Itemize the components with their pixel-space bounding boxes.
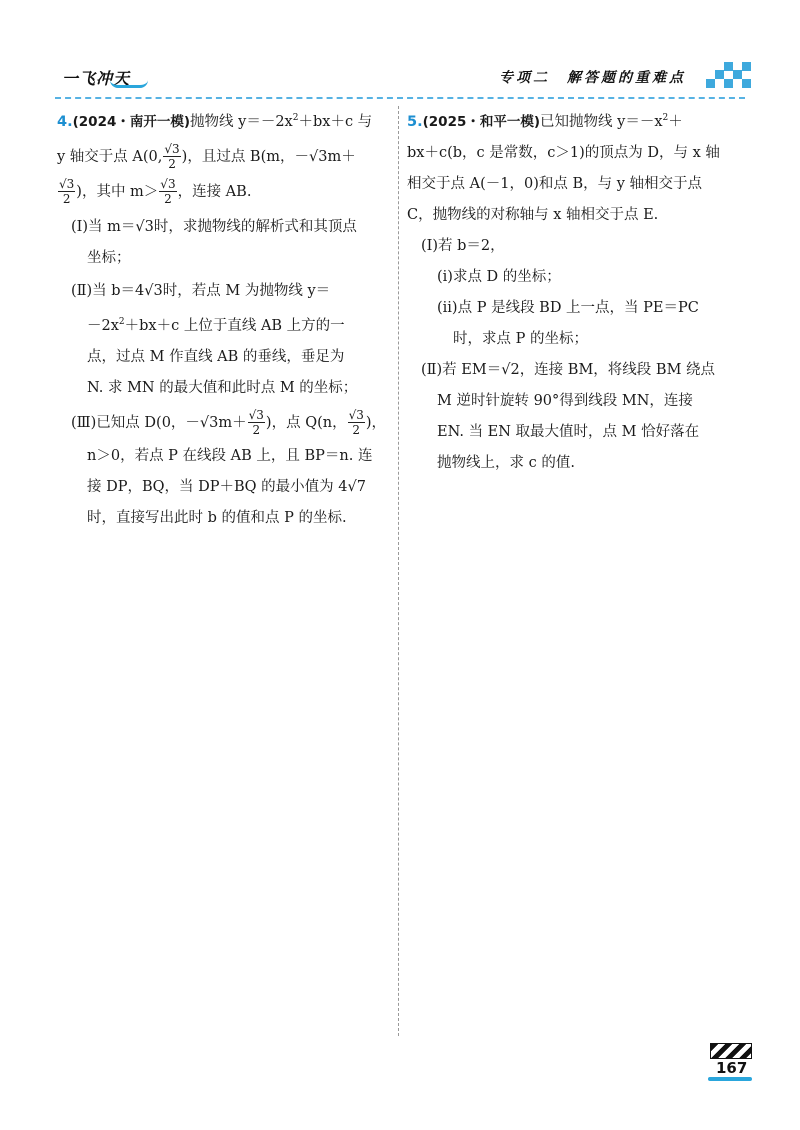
fraction-sqrt3-over-2 xyxy=(58,177,75,206)
question-4 xyxy=(57,103,392,534)
fraction-sqrt3-over-2 xyxy=(163,142,180,171)
sqrt-term: √2 xyxy=(501,361,520,378)
part-2-text: M 逆时针旋转 90°得到线段 MN，连接 xyxy=(437,392,693,409)
sqrt-term: √3 xyxy=(199,414,219,431)
part-2-text: N. 求 MN 的最大值和此时点 M 的坐标； xyxy=(87,379,358,396)
part-3-text: 时，直接写出此时 b 的值和点 P 的坐标. xyxy=(87,509,347,526)
question-number: 5. xyxy=(407,113,423,130)
exponent: 2 xyxy=(662,113,669,123)
part-1-text: 坐标； xyxy=(87,249,131,266)
part-2-text: 抛物线上，求 c 的值. xyxy=(437,454,575,471)
part-2-text: ，连接 BM，将线段 BM 绕点 xyxy=(519,361,716,378)
part-2-text: 时，若点 M 为抛物线 y＝ xyxy=(162,282,331,299)
fraction-numerator: √3 xyxy=(59,177,75,192)
fraction-sqrt3-over-2 xyxy=(348,408,365,437)
brand-logo: 一飞冲天 xyxy=(62,69,131,88)
part-3-text: 接 DP，BQ，当 DP＋BQ 的最小值为 4 xyxy=(87,478,348,495)
part-2-text: (Ⅱ)若 EM＝ xyxy=(421,361,502,378)
part-3-text: n＞0，若点 P 在线段 AB 上，且 BP＝n. 连 xyxy=(87,447,373,464)
part-1-text: (Ⅰ)若 b＝2， xyxy=(421,237,505,254)
sqrt-term: √3 xyxy=(308,148,328,165)
fraction-denominator: 2 xyxy=(164,192,172,207)
part-1-ii-text: 时，求点 P 的坐标； xyxy=(453,330,588,347)
badge-underline xyxy=(708,1077,752,1081)
column-divider xyxy=(398,106,399,1036)
question-source: (2024・南开一模) xyxy=(72,113,191,130)
fraction-numerator: √3 xyxy=(160,177,176,192)
question-number: 4. xyxy=(57,113,73,130)
question-text: )，其中 m＞ xyxy=(76,183,159,200)
exponent: 2 xyxy=(118,316,125,327)
page-number: 167 xyxy=(716,1059,748,1077)
part-2-text: (Ⅱ)当 b＝4 xyxy=(71,282,145,299)
part-2-text: EN. 当 EN 取最大值时，点 M 恰好落在 xyxy=(437,423,700,440)
question-text: C，抛物线的对称轴与 x 轴相交于点 E. xyxy=(407,206,659,223)
fraction-denominator: 2 xyxy=(252,423,261,438)
question-text: ，连接 AB. xyxy=(177,183,252,200)
part-2-text: 点，过点 M 作直线 AB 的垂线，垂足为 xyxy=(87,348,345,365)
question-text: 相交于点 A(－1，0)和点 B，与 y 轴相交于点 xyxy=(407,175,703,192)
fraction-sqrt3-over-2 xyxy=(159,177,176,206)
sqrt-term: √7 xyxy=(347,478,366,495)
question-text: )，且过点 B(m，－ xyxy=(181,148,309,165)
checker-pattern-icon xyxy=(706,62,750,88)
question-text: m＋ xyxy=(327,148,356,165)
fraction-denominator: 2 xyxy=(62,192,71,207)
part-1-text: (Ⅰ)当 m＝ xyxy=(71,218,136,235)
part-1-i-text: (ⅰ)求点 D 的坐标； xyxy=(437,268,561,285)
part-1-ii-text: (ⅱ)点 P 是线段 BD 上一点，当 PE＝PC xyxy=(437,299,699,316)
question-text: bx＋c(b，c 是常数，c＞1)的顶点为 D，与 x 轴 xyxy=(407,144,720,161)
brand-swoosh-icon xyxy=(110,80,148,88)
part-3-text: )， xyxy=(365,414,387,431)
question-5 xyxy=(407,103,745,479)
exponent: 2 xyxy=(292,113,299,123)
part-2-text: －2x xyxy=(87,317,119,334)
fraction-numerator: √3 xyxy=(348,408,364,423)
question-text: y 轴交于点 A(0, xyxy=(57,148,163,165)
part-3-text: (Ⅲ)已知点 D(0，－ xyxy=(71,414,200,431)
fraction-denominator: 2 xyxy=(168,157,176,172)
question-text: ＋ xyxy=(668,113,683,130)
page-number-badge xyxy=(708,1043,752,1083)
fraction-numerator: √3 xyxy=(248,408,264,423)
sqrt-term: √3 xyxy=(144,282,163,299)
question-text: 抛物线 y＝－2x xyxy=(190,113,293,130)
header-divider xyxy=(55,97,745,99)
sqrt-term: √3 xyxy=(135,218,154,235)
fraction-denominator: 2 xyxy=(352,423,361,438)
fraction-sqrt3-over-2 xyxy=(248,408,265,437)
section-title: 专项二 解答题的重难点 xyxy=(499,70,686,86)
fraction-numerator: √3 xyxy=(164,142,180,157)
part-3-text: m＋ xyxy=(218,414,247,431)
flag-icon xyxy=(710,1043,752,1059)
question-text: ＋bx＋c 与 xyxy=(298,113,373,130)
part-3-text: )，点 Q(n， xyxy=(265,414,347,431)
question-text: 已知抛物线 y＝－x xyxy=(540,113,663,130)
part-1-text: 时，求抛物线的解析式和其顶点 xyxy=(153,218,357,235)
page-header xyxy=(50,56,750,96)
part-2-text: ＋bx＋c 上位于直线 AB 上方的一 xyxy=(124,317,345,334)
question-source: (2025・和平一模) xyxy=(422,113,541,130)
